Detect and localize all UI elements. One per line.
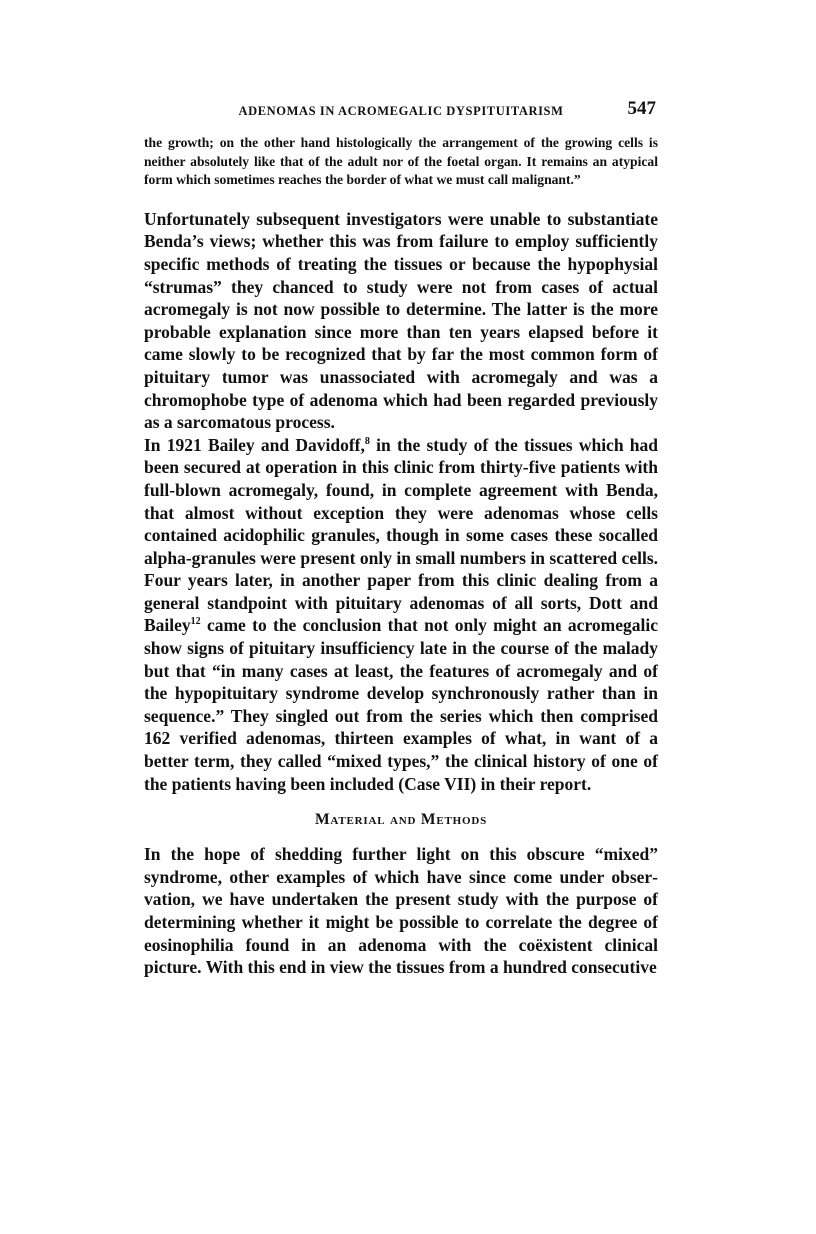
book-page — [144, 96, 658, 979]
running-title: ADENOMAS IN ACROMEGALIC DYSPITUITARISM — [238, 104, 564, 118]
section-heading: Material and Methods — [315, 811, 487, 829]
reference-superscript: 12 — [190, 616, 201, 628]
paragraph-material-methods — [144, 843, 658, 979]
running-head — [144, 96, 658, 124]
page-number: 547 — [627, 98, 656, 119]
paragraph-benda-views — [144, 208, 658, 434]
reference-superscript: 8 — [364, 435, 370, 447]
paragraph-text-1: In 1921 Bailey and Davidoff, — [144, 434, 365, 455]
paragraph-text: In the hope of shedding further light on this obscure “mixed” syndrome, other examples of which have since come under observation, we have undertaken the present study with the purpose of determining whether it might be possible to correlate the degree of eosinophilia found in an adenoma with the coëxistent clinical picture. With this end in view the tissues from a hundred consecutive — [144, 844, 658, 978]
paragraph-text: Unfortunately subsequent investigators were unable to substantiate Benda’s views; whether this was from failure to employ sufficiently specific methods of treating the tissues or because the hypophysial “strumas” they chanced to study were not from cases of actual acromegaly is not now possible to determine. The latter is the more probable explanation since more than ten years elapsed before it came slowly to be recognized that by far the most common form of pituitary tumor was unassociated with acromegaly and was a chromophobe type of adenoma which had been regarded previously as a sarcomatous process. — [144, 208, 658, 433]
paragraph-text-2: in the study of the tissues which had been secured at operation in this clinic from thirty-five patients with full-blown acromegaly, found, in complete agreement with Benda, that almost without exception they were adenomas whose cells contained acidophilic granules, though in some cases these socalled alpha-granules were present only in small numbers in scattered cells. Four years later, in another paper from this clinic dealing from a general standpoint with pituitary adenomas of all sorts, Dott and Bailey — [144, 434, 658, 636]
block-quote: the growth; on the other hand histologically the arrangement of the growing cells is neither absolutely like that of the adult nor of the foetal organ. It remains an atypical form which sometimes reaches the border of what we must call malignant.” — [144, 135, 658, 188]
paragraph-bailey-davidoff — [144, 434, 658, 796]
paragraph-text-3: came to the conclusion that not only might an acromegalic show signs of pituitary insufficiency late in the course of the malady but that “in many cases at least, the features of acromegaly and of the hypopituitary syndrome develop synchronously rather than in sequence.” They singled out from the series which then comprised 162 verified adenomas, thirteen examples of what, in want of a better term, they called “mixed types,” the clinical history of one of the patients having been included (Case VII) in their report. — [144, 615, 658, 794]
